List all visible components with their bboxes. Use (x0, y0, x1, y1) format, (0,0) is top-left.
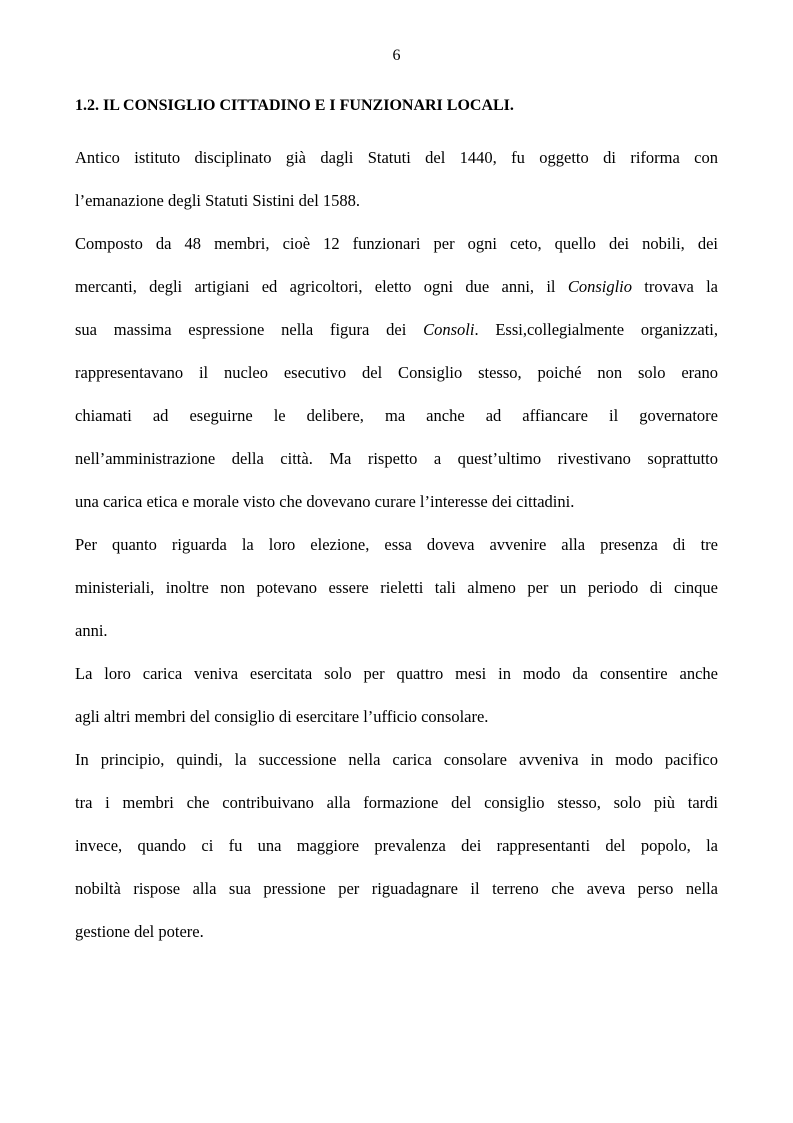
text-line: agli altri membri del consiglio di esercitare l’ufficio consolare. (75, 707, 489, 726)
text-line: gestione del potere. (75, 922, 204, 941)
paragraph (75, 523, 718, 652)
text-line: ministeriali, inoltre non potevano essere rieletti tali almeno per un periodo di cinque (75, 578, 718, 597)
text-line: Antico istituto disciplinato già dagli Statuti del 1440, fu oggetto di riforma con (75, 148, 718, 167)
text-line: rappresentavano il nucleo esecutivo del Consiglio stesso, poiché non solo erano (75, 363, 718, 382)
text-line (75, 308, 718, 351)
text-line: nell’amministrazione della città. Ma rispetto a quest’ultimo rivestivano soprattutto (75, 449, 718, 468)
section-heading: 1.2. IL CONSIGLIO CITTADINO E I FUNZIONARI LOCALI. (75, 97, 514, 114)
text-line: invece, quando ci fu una maggiore prevalenza dei rappresentanti del popolo, la (75, 836, 718, 855)
text-run: mercanti, degli artigiani ed agricoltori, eletto ogni due anni, il (75, 277, 568, 296)
text-line: In principio, quindi, la successione nella carica consolare avveniva in modo pacifico (75, 750, 718, 769)
italic-term: Consoli (423, 320, 475, 339)
text-line (75, 265, 718, 308)
page-number: 6 (392, 47, 401, 64)
text-line: tra i membri che contribuivano alla formazione del consiglio stesso, solo più tardi (75, 793, 718, 812)
text-line: anni. (75, 621, 108, 640)
text-run: . Essi,collegialmente organizzati, (474, 320, 719, 339)
text-line: La loro carica veniva esercitata solo per quattro mesi in modo da consentire anche (75, 664, 718, 683)
text-run: trovava la (632, 277, 718, 296)
paragraph (75, 222, 718, 523)
paragraph (75, 652, 718, 738)
text-line: chiamati ad eseguirne le delibere, ma anche ad affiancare il governatore (75, 406, 718, 425)
text-line: nobiltà rispose alla sua pressione per riguadagnare il terreno che aveva perso nella (75, 879, 718, 898)
text-line: Per quanto riguarda la loro elezione, essa doveva avvenire alla presenza di tre (75, 535, 718, 554)
document-body (75, 93, 718, 953)
text-run: sua massima espressione nella figura dei (75, 320, 424, 339)
text-line: una carica etica e morale visto che dovevano curare l’interesse dei cittadini. (75, 492, 575, 511)
paragraph (75, 136, 718, 222)
text-line: Composto da 48 membri, cioè 12 funzionari per ogni ceto, quello dei nobili, dei (75, 234, 718, 253)
paragraph (75, 738, 718, 953)
text-line: l’emanazione degli Statuti Sistini del 1588. (75, 191, 361, 210)
italic-term: Consiglio (567, 277, 632, 296)
